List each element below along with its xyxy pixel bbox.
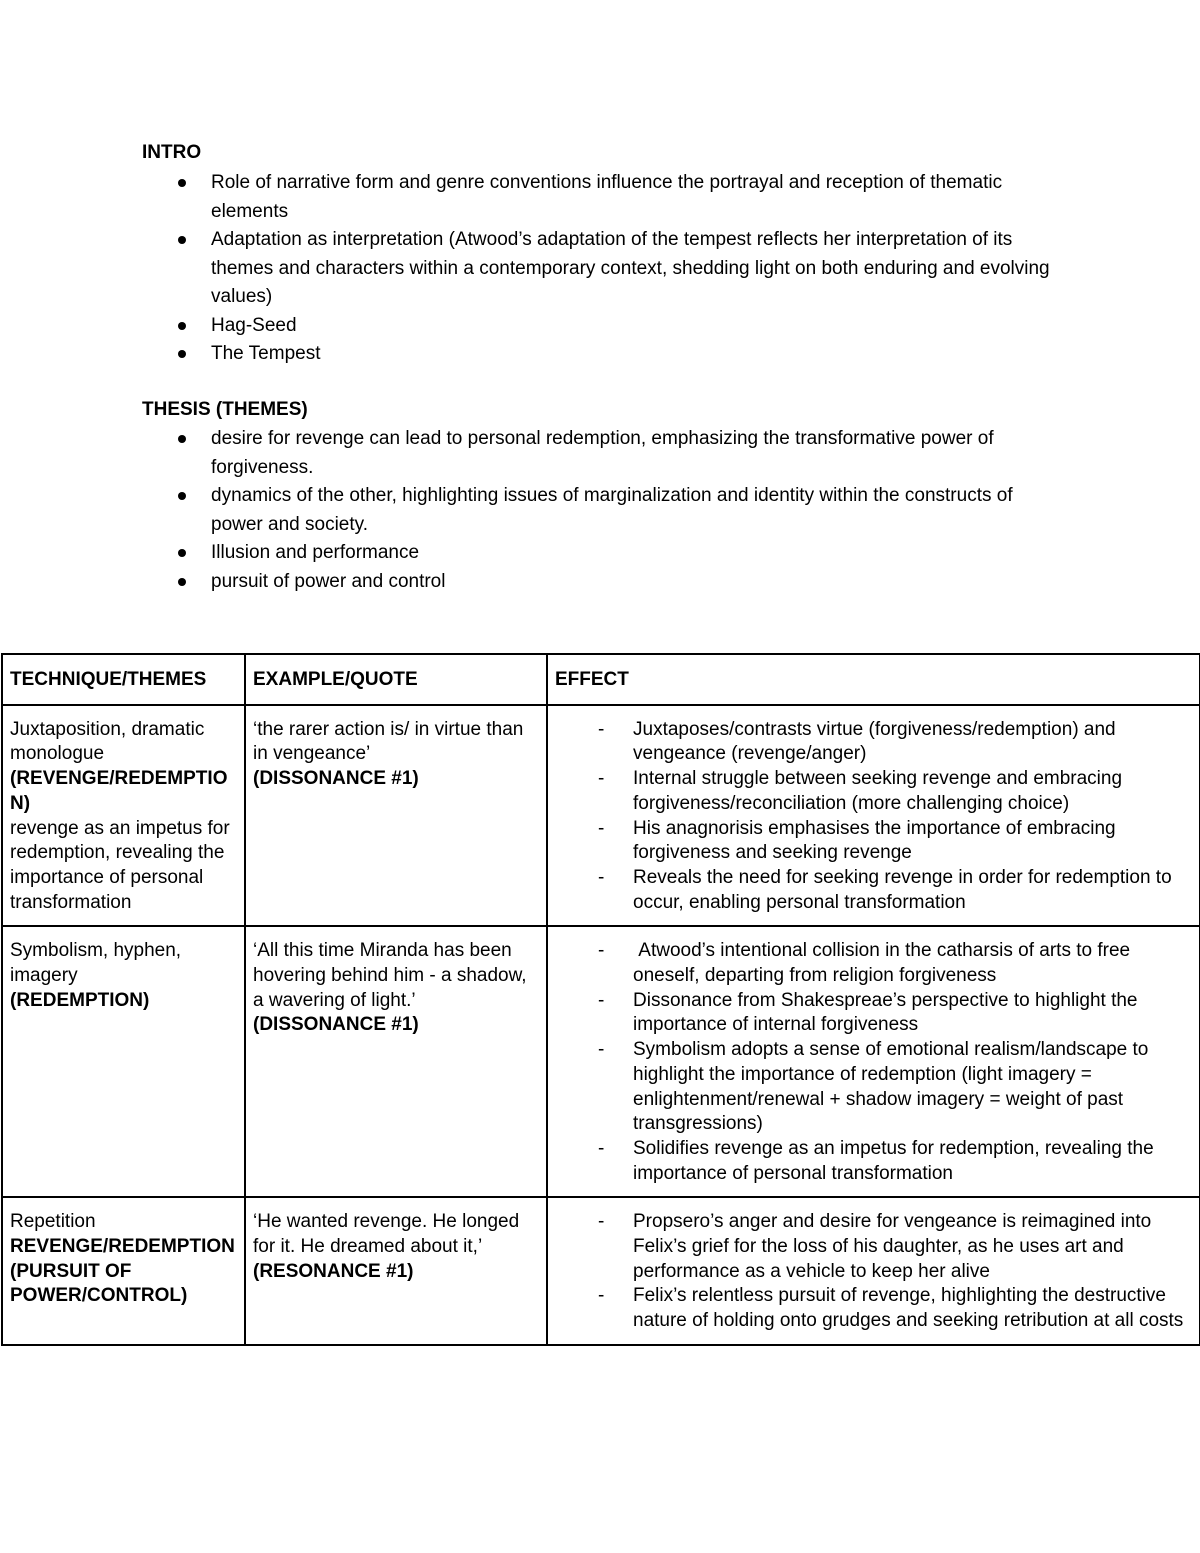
effect-text: Propsero’s anger and desire for vengeance is reimagined into Felix’s grief for the loss of his daughter, as he uses art and performance as a vehicle to keep her alive bbox=[633, 1211, 1152, 1282]
bullet-text: pursuit of power and control bbox=[211, 570, 446, 592]
list-item bbox=[142, 169, 1062, 226]
list-item bbox=[555, 817, 1192, 866]
dash-icon: - bbox=[598, 1137, 605, 1159]
effect-text: Reveals the need for seeking revenge in order for redemption to occur, enabling personal transformation bbox=[633, 866, 1172, 913]
bullet-text: Role of narrative form and genre conventions influence the portrayal and reception of thematic elements bbox=[211, 172, 1003, 222]
quote-text: ‘He wanted revenge. He longed for it. He dreamed about it,’ bbox=[253, 1211, 520, 1258]
effect-list bbox=[555, 1210, 1192, 1334]
dash-icon: - bbox=[598, 940, 605, 962]
effect-cell bbox=[547, 926, 1200, 1197]
bullet-icon bbox=[178, 179, 186, 187]
effect-list bbox=[555, 939, 1192, 1186]
theme-label-secondary: (PURSUIT OF POWER/CONTROL) bbox=[10, 1260, 188, 1307]
list-item bbox=[142, 539, 1062, 568]
bullet-text: desire for revenge can lead to personal redemption, emphasizing the transformative power of forgiveness. bbox=[211, 428, 994, 478]
list-item bbox=[555, 1137, 1192, 1186]
bullet-icon bbox=[178, 350, 186, 358]
thesis-bullet-list bbox=[142, 425, 1062, 596]
quote-tag: (RESONANCE #1) bbox=[253, 1260, 414, 1282]
technique-text: Symbolism, hyphen, imagery bbox=[10, 940, 182, 987]
dash-icon: - bbox=[598, 989, 605, 1011]
effect-text: Felix’s relentless pursuit of revenge, highlighting the destructive nature of holding onto grudges and seeking retribution at all costs bbox=[633, 1285, 1184, 1332]
list-item bbox=[142, 425, 1062, 482]
technique-cell bbox=[2, 926, 245, 1197]
table-header-row bbox=[2, 654, 1200, 705]
list-item bbox=[555, 1284, 1192, 1333]
intro-heading: INTRO bbox=[142, 142, 202, 163]
effect-list bbox=[555, 718, 1192, 916]
dash-icon: - bbox=[598, 1039, 605, 1061]
bullet-text: Hag-Seed bbox=[211, 314, 297, 336]
header-technique: TECHNIQUE/THEMES bbox=[2, 654, 245, 705]
quote-cell bbox=[245, 1197, 547, 1345]
header-example: EXAMPLE/QUOTE bbox=[245, 654, 547, 705]
effect-text: Internal struggle between seeking revenge and embracing forgiveness/reconciliation (more challenging choice) bbox=[633, 768, 1123, 814]
list-item bbox=[142, 226, 1062, 312]
table-row bbox=[2, 705, 1200, 927]
dash-icon: - bbox=[598, 718, 605, 740]
thesis-heading: THESIS (THEMES) bbox=[142, 399, 308, 420]
dash-icon: - bbox=[598, 768, 605, 790]
list-item bbox=[142, 340, 1062, 369]
bullet-icon bbox=[178, 578, 186, 586]
list-item bbox=[142, 568, 1062, 597]
dash-icon: - bbox=[598, 1211, 605, 1233]
technique-text: Repetition bbox=[10, 1211, 96, 1233]
quote-tag: (DISSONANCE #1) bbox=[253, 1014, 419, 1036]
list-item bbox=[555, 767, 1192, 816]
bullet-text: dynamics of the other, highlighting issues of marginalization and identity within the constructs of power and society. bbox=[211, 485, 1013, 535]
quote-cell bbox=[245, 926, 547, 1197]
bullet-icon bbox=[178, 322, 186, 330]
theme-label: (REVENGE/REDEMPTION) bbox=[10, 768, 228, 814]
analysis-table bbox=[1, 653, 1200, 1346]
list-item bbox=[555, 866, 1192, 915]
effect-text: Dissonance from Shakespreae’s perspective to highlight the importance of internal forgiveness bbox=[633, 989, 1138, 1036]
bullet-icon bbox=[178, 549, 186, 557]
bullet-text: Illusion and performance bbox=[211, 542, 420, 563]
intro-bullet-list bbox=[142, 169, 1062, 369]
list-item bbox=[555, 989, 1192, 1038]
effect-text: Solidifies revenge as an impetus for redemption, revealing the importance of personal transformation bbox=[633, 1137, 1154, 1184]
quote-tag: (DISSONANCE #1) bbox=[253, 768, 419, 790]
effect-text: Juxtaposes/contrasts virtue (forgiveness/redemption) and vengeance (revenge/anger) bbox=[633, 718, 1116, 765]
list-item bbox=[555, 1210, 1192, 1284]
dash-icon: - bbox=[598, 1285, 605, 1307]
dash-icon: - bbox=[598, 866, 605, 888]
quote-text: ‘the rarer action is/ in virtue than in vengeance’ bbox=[253, 718, 524, 765]
quote-text: ‘All this time Miranda has been hovering behind him - a shadow, a wavering of light.’ bbox=[253, 940, 527, 1011]
bullet-icon bbox=[178, 492, 186, 500]
theme-label: REVENGE/REDEMPTION bbox=[10, 1236, 235, 1258]
header-effect: EFFECT bbox=[547, 654, 1200, 705]
technique-cell bbox=[2, 705, 245, 927]
bullet-icon bbox=[178, 236, 186, 244]
effect-text: Symbolism adopts a sense of emotional realism/landscape to highlight the importance of redemption (light imagery = enlightenment/renewal + shadow imagery = weight of past transgressions) bbox=[633, 1039, 1149, 1135]
bullet-text: The Tempest bbox=[211, 343, 321, 364]
quote-cell bbox=[245, 705, 547, 927]
dash-icon: - bbox=[598, 817, 605, 839]
technique-note: revenge as an impetus for redemption, revealing the importance of personal transformation bbox=[10, 817, 230, 913]
bullet-text: Adaptation as interpretation (Atwood’s adaptation of the tempest reflects her interpretation of its themes and characters within a contemporary context, shedding light on both enduring and evolving values) bbox=[211, 229, 1050, 307]
technique-text: Juxtaposition, dramatic monologue bbox=[10, 718, 205, 765]
theme-label: (REDEMPTION) bbox=[10, 989, 150, 1011]
technique-cell bbox=[2, 1197, 245, 1345]
effect-cell bbox=[547, 705, 1200, 927]
table-row bbox=[2, 926, 1200, 1197]
list-item bbox=[555, 1038, 1192, 1137]
list-item bbox=[555, 939, 1192, 988]
table-row bbox=[2, 1197, 1200, 1345]
list-item bbox=[142, 312, 1062, 341]
effect-text: Atwood’s intentional collision in the catharsis of arts to free oneself, departing from religion forgiveness bbox=[633, 940, 1136, 987]
effect-text: His anagnorisis emphasises the importance of embracing forgiveness and seeking revenge bbox=[633, 817, 1116, 864]
list-item bbox=[555, 718, 1192, 767]
bullet-icon bbox=[178, 435, 186, 443]
list-item bbox=[142, 482, 1062, 539]
effect-cell bbox=[547, 1197, 1200, 1345]
